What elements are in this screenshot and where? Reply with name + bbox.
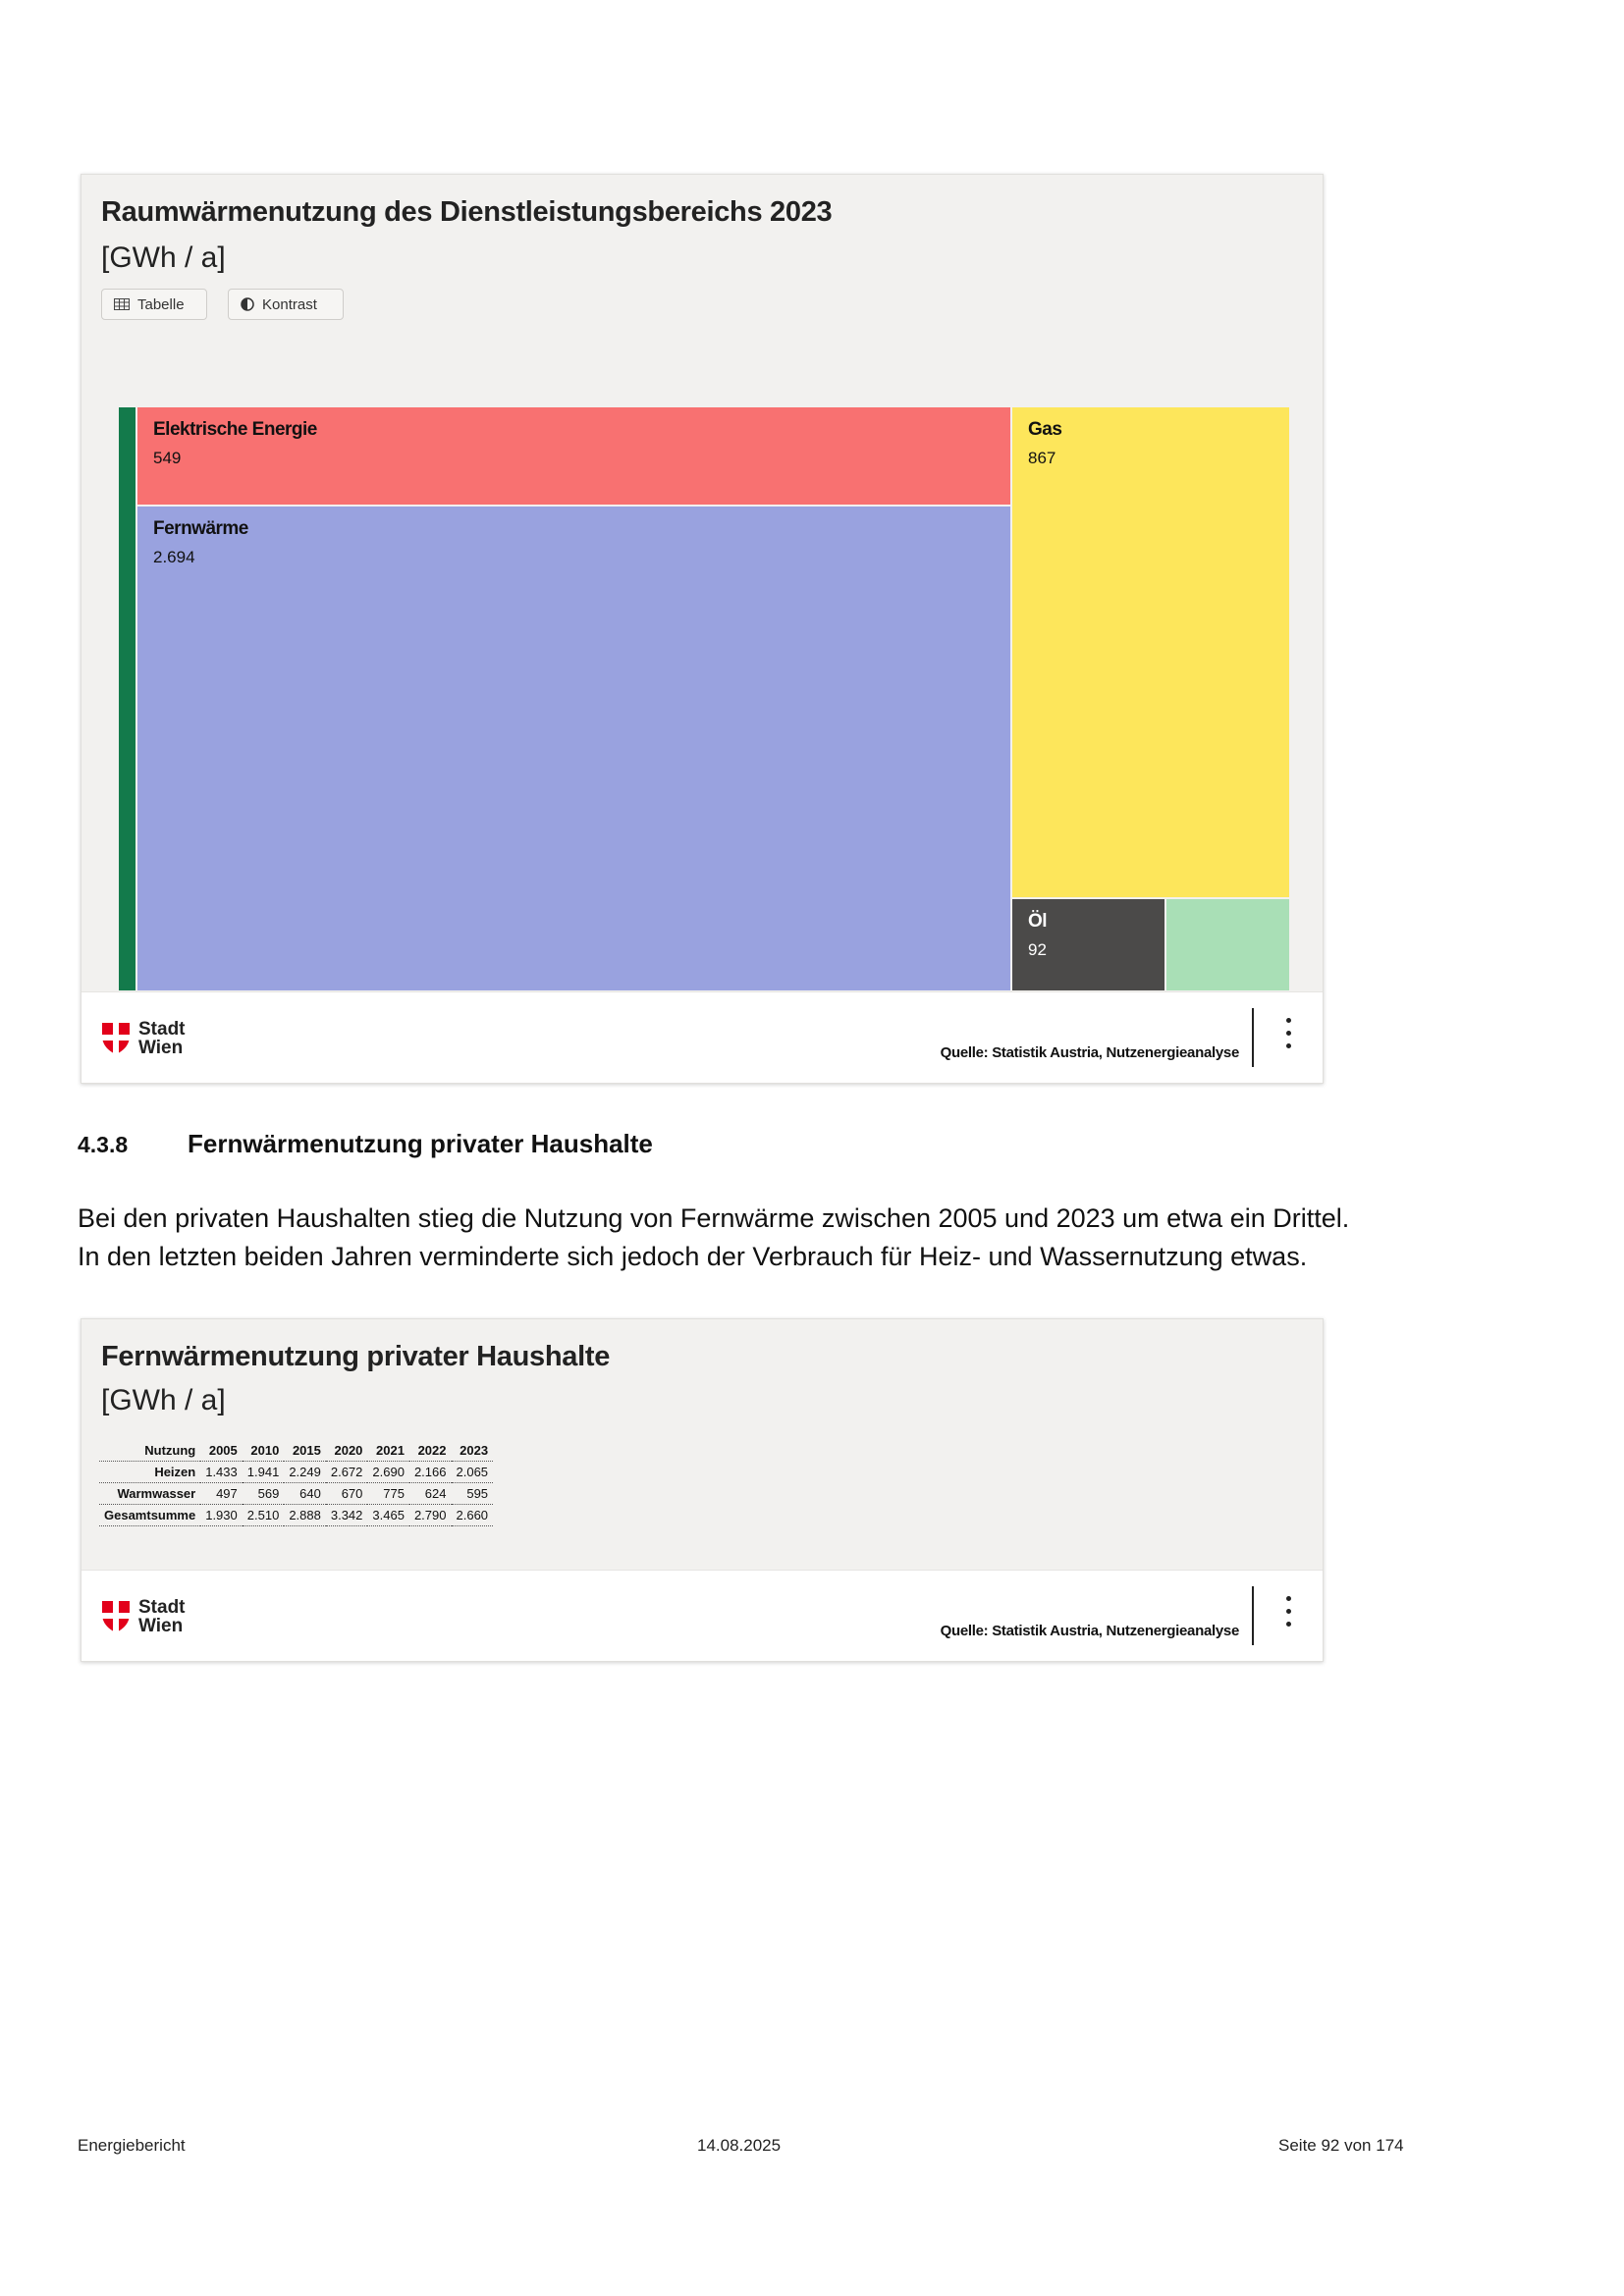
table-cell: 3.342 — [326, 1505, 368, 1526]
tile-name: Fernwärme — [153, 518, 248, 539]
row-header: Gesamtsumme — [99, 1505, 200, 1526]
table-row — [99, 1483, 493, 1505]
wien-shield-icon — [101, 1022, 131, 1055]
tile-name: Gas — [1028, 419, 1062, 440]
table-toggle-label: Tabelle — [137, 295, 185, 313]
footer-separator — [1252, 1008, 1254, 1067]
chart-title: Fernwärmenutzung privater Haushalte — [101, 1341, 611, 1372]
wien-shield-icon — [101, 1600, 131, 1633]
chart-source: Quelle: Statistik Austria, Nutzenergieanalyse — [940, 1044, 1239, 1061]
column-header: 2010 — [243, 1440, 285, 1462]
stadt-wien-logo — [101, 1020, 186, 1057]
paragraph-line: Bei den privaten Haushalten stieg die Nutzung von Fernwärme zwischen 2005 und 2023 um etwa ein Drittel. — [78, 1203, 1350, 1233]
chart-source: Quelle: Statistik Austria, Nutzenergieanalyse — [940, 1623, 1239, 1639]
column-header: 2023 — [452, 1440, 494, 1462]
column-header: 2021 — [367, 1440, 409, 1462]
paragraph-line: In den letzten beiden Jahren verminderte sich jedoch der Verbrauch für Heiz- und Wassernutzung etwas. — [78, 1242, 1308, 1271]
table-cell: 2.510 — [243, 1505, 285, 1526]
table-header-row — [99, 1440, 493, 1462]
table-cell: 2.249 — [284, 1462, 326, 1483]
table-toggle-button[interactable] — [101, 289, 207, 320]
column-header: 2020 — [326, 1440, 368, 1462]
table-cell: 640 — [284, 1483, 326, 1505]
contrast-toggle-button[interactable] — [228, 289, 344, 320]
table-cell: 2.888 — [284, 1505, 326, 1526]
row-header: Warmwasser — [99, 1483, 200, 1505]
section-heading — [78, 1129, 653, 1159]
stadt-wien-logo — [101, 1598, 186, 1635]
section-paragraph — [78, 1200, 1550, 1276]
contrast-toggle-label: Kontrast — [262, 295, 317, 313]
footer-separator — [1252, 1586, 1254, 1645]
table-cell: 569 — [243, 1483, 285, 1505]
data-table — [99, 1440, 493, 1526]
column-header: 2022 — [409, 1440, 452, 1462]
tile-value: 92 — [1028, 940, 1047, 959]
table-cell: 595 — [452, 1483, 494, 1505]
footer-page-number: Seite 92 von 174 — [1278, 2136, 1404, 2155]
table-cell: 1.930 — [200, 1505, 243, 1526]
contrast-icon — [241, 297, 254, 311]
more-options-icon[interactable] — [1283, 1596, 1293, 1635]
table-cell: 624 — [409, 1483, 452, 1505]
table-cell: 775 — [367, 1483, 409, 1505]
logo-line2: Wien — [138, 1038, 184, 1058]
section-number: 4.3.8 — [78, 1132, 129, 1157]
tile-name: Öl — [1028, 911, 1048, 932]
chart-footer — [81, 991, 1323, 1083]
treemap-tile-oel[interactable] — [1012, 899, 1164, 990]
table-cell: 2.660 — [452, 1505, 494, 1526]
table-cell: 2.166 — [409, 1462, 452, 1483]
tile-value: 2.694 — [153, 548, 195, 566]
logo-line2: Wien — [138, 1616, 184, 1636]
treemap-tile-light-green[interactable] — [1166, 899, 1289, 990]
chart-footer — [81, 1570, 1323, 1661]
section-title: Fernwärmenutzung privater Haushalte — [188, 1129, 653, 1158]
table-chart-card — [81, 1318, 1324, 1662]
chart-unit: [GWh / a] — [101, 1384, 226, 1416]
treemap-tile-fernwaerme[interactable] — [137, 507, 1010, 990]
table-row — [99, 1505, 493, 1526]
row-header: Heizen — [99, 1462, 200, 1483]
treemap-tile-gas[interactable] — [1012, 407, 1289, 897]
table-cell: 2.690 — [367, 1462, 409, 1483]
logo-line1: Stadt — [138, 1019, 186, 1040]
treemap-tile-elektrische-energie[interactable] — [137, 407, 1010, 505]
treemap-tile-green-strip[interactable] — [119, 407, 135, 990]
table-cell: 2.065 — [452, 1462, 494, 1483]
treemap-chart-card — [81, 174, 1324, 1084]
tile-value: 549 — [153, 449, 182, 467]
more-options-icon[interactable] — [1283, 1018, 1293, 1057]
tile-value: 867 — [1028, 449, 1056, 467]
table-cell: 497 — [200, 1483, 243, 1505]
table-cell: 1.433 — [200, 1462, 243, 1483]
table-cell: 2.672 — [326, 1462, 368, 1483]
footer-left: Energiebericht — [78, 2136, 186, 2155]
tile-name: Elektrische Energie — [153, 419, 317, 440]
table-cell: 2.790 — [409, 1505, 452, 1526]
column-header: 2015 — [284, 1440, 326, 1462]
column-header: 2005 — [200, 1440, 243, 1462]
table-cell: 1.941 — [243, 1462, 285, 1483]
chart-title: Raumwärmenutzung des Dienstleistungsbereichs 2023 — [101, 196, 833, 228]
logo-line1: Stadt — [138, 1597, 186, 1618]
footer-center: 14.08.2025 — [697, 2136, 782, 2155]
table-row — [99, 1462, 493, 1483]
column-header: Nutzung — [99, 1440, 200, 1462]
chart-unit: [GWh / a] — [101, 241, 226, 274]
table-icon — [114, 298, 130, 310]
table-cell: 3.465 — [367, 1505, 409, 1526]
table-cell: 670 — [326, 1483, 368, 1505]
